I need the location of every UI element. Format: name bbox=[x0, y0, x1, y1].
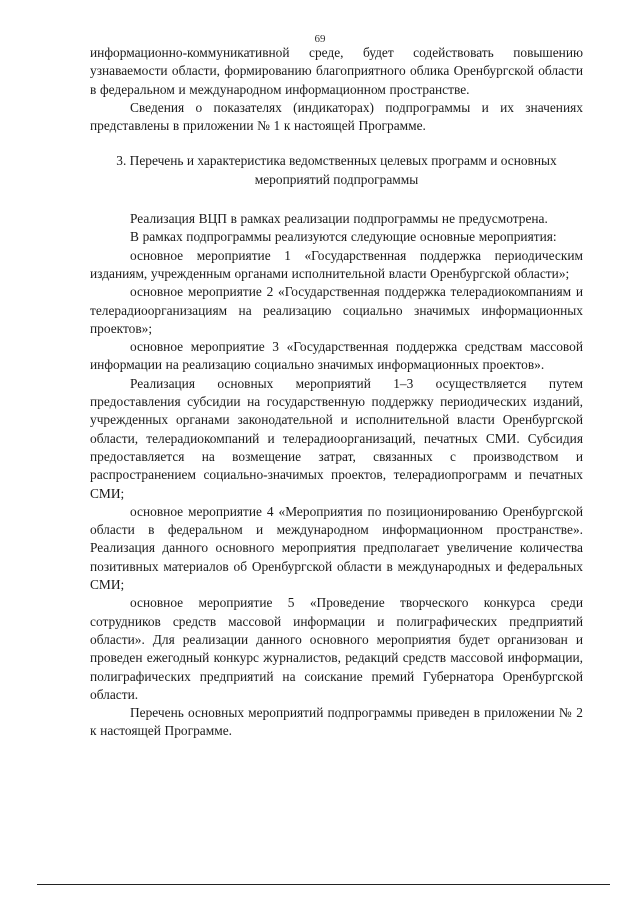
list-item-activity-1: основное мероприятие 1 «Государственная поддержка периодическим изданиям, учрежденным органами исполнительной власти Оренбургской области»; bbox=[90, 247, 583, 281]
paragraph-vcp: Реализация ВЦП в рамках реализации подпрограммы не предусмотрена. bbox=[130, 211, 548, 227]
section-heading: 3. Перечень и характеристика ведомственных целевых программ и основных мероприятий подпрограммы bbox=[116, 153, 557, 187]
footer-divider bbox=[37, 884, 610, 885]
paragraph-indicators-reference: Сведения о показателях (индикаторах) подпрограммы и их значениях представлены в приложении № 1 к настоящей Программе. bbox=[90, 99, 583, 134]
paragraph-activities-intro: В рамках подпрограммы реализуются следующие основные мероприятия: bbox=[130, 229, 557, 245]
paragraph-activities-1-3-implementation: Реализация основных мероприятий 1–3 осуществляется путем предоставления субсидии на государственную поддержку периодических изданий, учрежденных органами законодательной и исполнительной власти Оренбургской области, телерадиокомпаний и телерадиоорганизаций, печатных СМИ. Субсидия предоставляется на возмещение затрат, связанных с производством и распространением социально-значимых проектов, телерадиопрограмм и печатных СМИ; bbox=[90, 375, 583, 501]
paragraph-activities-appendix: Перечень основных мероприятий подпрограммы приведен в приложении № 2 к настоящей Программе. bbox=[90, 705, 583, 739]
list-item-activity-3: основное мероприятие 3 «Государственная поддержка средствам массовой информации на реализацию социально значимых информационных проектов». bbox=[90, 339, 583, 373]
list-item-activity-5: основное мероприятие 5 «Проведение творческого конкурса среди сотрудников средств массовой информации и полиграфических предприятий области». Для реализации данного основного мероприятия будет организован и проведен ежегодный конкурс журналистов, редакций средств массовой информации, полиграфических предприятий на соискание премий Губернатора Оренбургской области. bbox=[90, 595, 583, 702]
paragraph-continuation: информационно-коммуникативной среде, будет содействовать повышению узнаваемости области, формированию благоприятного облика Оренбургской области в федеральном и международном информационном пространстве. bbox=[90, 45, 583, 97]
list-item-activity-4: основное мероприятие 4 «Мероприятия по позиционированию Оренбургской области в федеральном и международном информационном пространстве». Реализация данного основного мероприятия предполагает увеличение количества позитивных материалов об Оренбургской области в международных и федеральных СМИ; bbox=[90, 503, 583, 593]
document-body bbox=[90, 44, 583, 741]
page-number: 69 bbox=[314, 33, 326, 45]
list-item-activity-2: основное мероприятие 2 «Государственная поддержка телерадиокомпаниям и телерадиоорганизациям на реализацию социально значимых информационных проектов»; bbox=[90, 284, 583, 336]
